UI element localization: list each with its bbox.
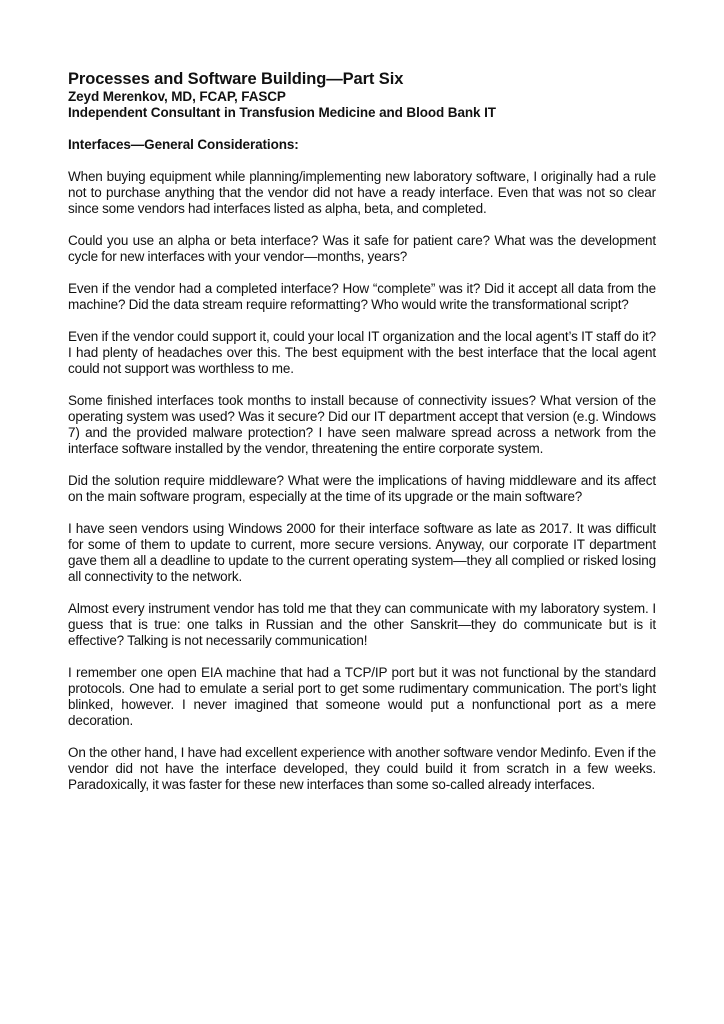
section-heading: Interfaces—General Considerations: <box>68 137 299 152</box>
affiliation-line: Independent Consultant in Transfusion Medicine and Blood Bank IT <box>68 105 496 120</box>
author-line: Zeyd Merenkov, MD, FCAP, FASCP <box>68 89 286 104</box>
paragraph: Even if the vendor could support it, could your local IT organization and the local agent’s IT staff do it? I had plenty of headaches over this. The best equipment with the best interface that the local agent could not support was worthless to me. <box>68 329 656 376</box>
paragraph: Some finished interfaces took months to install because of connectivity issues? What version of the operating system was used? Was it secure? Did our IT department accept that version (e.g. Windows 7) and the provided malware protection? I have seen malware spread across a network from the interface software installed by the vendor, threatening the entire corporate system. <box>68 393 656 456</box>
paragraph: I remember one open EIA machine that had a TCP/IP port but it was not functional by the standard protocols. One had to emulate a serial port to get some rudimentary communication. The port’s light blinked, however. I never imagined that someone would put a nonfunctional port as a mere decoration. <box>68 665 656 728</box>
paragraph: Even if the vendor had a completed interface? How “complete” was it? Did it accept all data from the machine? Did the data stream require reformatting? Who would write the transformational script? <box>68 281 656 312</box>
document-title: Processes and Software Building—Part Six <box>68 70 404 88</box>
document-page <box>68 70 656 793</box>
paragraph: Did the solution require middleware? What were the implications of having middleware and its affect on the main software program, especially at the time of its upgrade or the main software? <box>68 473 656 504</box>
paragraph: Could you use an alpha or beta interface? Was it safe for patient care? What was the development cycle for new interfaces with your vendor—months, years? <box>68 233 656 264</box>
paragraph: When buying equipment while planning/implementing new laboratory software, I originally had a rule not to purchase anything that the vendor did not have a ready interface. Even that was not so clear since some vendors had interfaces listed as alpha, beta, and completed. <box>68 169 656 216</box>
paragraph: Almost every instrument vendor has told me that they can communicate with my laboratory system. I guess that is true: one talks in Russian and the other Sanskrit—they do communicate but is it effective? Talking is not necessarily communication! <box>68 601 656 648</box>
paragraph: On the other hand, I have had excellent experience with another software vendor Medinfo. Even if the vendor did not have the interface developed, they could build it from scratch in a few weeks. Paradoxically, it was faster for these new interfaces than some so-called already interfaces. <box>68 745 656 792</box>
paragraph: I have seen vendors using Windows 2000 for their interface software as late as 2017. It was difficult for some of them to update to current, more secure versions. Anyway, our corporate IT department gave them all a deadline to update to the current operating system—they all complied or risked losing all connectivity to the network. <box>68 521 656 584</box>
